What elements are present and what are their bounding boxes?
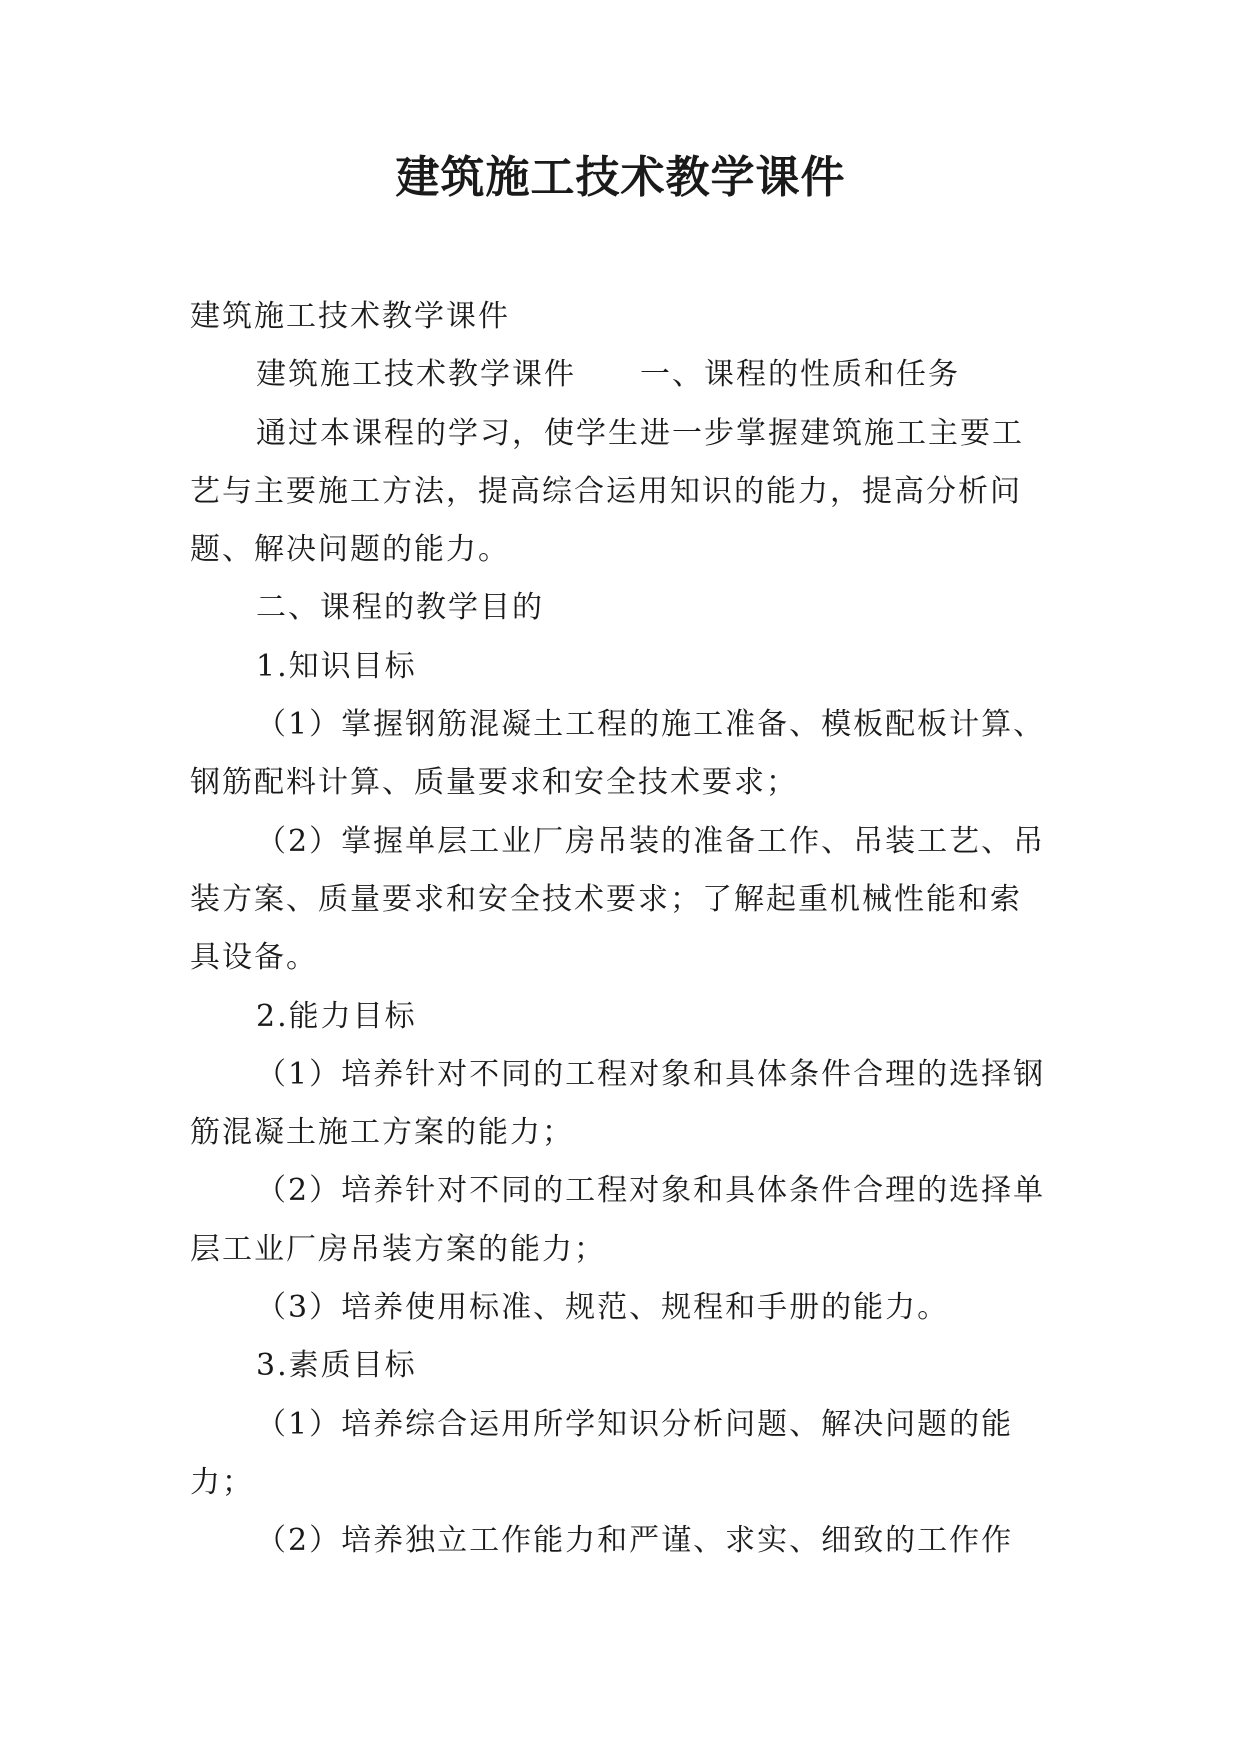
knowledge-goal-2: （2）掌握单层工业厂房吊装的准备工作、吊装工艺、吊装方案、质量要求和安全技术要求；了解起重机械性能和索具设备。	[190, 823, 1046, 976]
heading-ability-goals: 2.能力目标	[256, 998, 417, 1034]
subtitle-line	[190, 346, 1050, 404]
intro-line: 建筑施工技术教学课件	[190, 299, 510, 334]
ability-goal-2: （2）培养针对不同的工程对象和具体条件合理的选择单层工业厂房吊装方案的能力；	[190, 1173, 1046, 1267]
heading-knowledge-goals: 1.知识目标	[256, 648, 417, 684]
ability-goal-3: （3）培养使用标准、规范、规程和手册的能力。	[256, 1290, 950, 1326]
quality-goal-2: （2）培养独立工作能力和严谨、求实、细致的工作作	[256, 1523, 1014, 1559]
paragraph-course-purpose: 通过本课程的学习，使学生进一步掌握建筑施工主要工艺与主要施工方法，提高综合运用知识的能力，提高分析问题、解决问题的能力。	[190, 415, 1024, 568]
quality-goal-1: （1）培养综合运用所学知识分析问题、解决问题的能力；	[190, 1406, 1014, 1500]
knowledge-goal-1: （1）掌握钢筋混凝土工程的施工准备、模板配板计算、钢筋配料计算、质量要求和安全技术要求；	[190, 707, 1046, 801]
document-title: 建筑施工技术教学课件	[395, 152, 846, 203]
subtitle-part-2: 一、课程的性质和任务	[640, 357, 960, 393]
subtitle-part-1: 建筑施工技术教学课件	[256, 357, 576, 393]
document-body	[190, 288, 1050, 1571]
heading-teaching-goals: 二、课程的教学目的	[256, 590, 544, 626]
heading-quality-goals: 3.素质目标	[256, 1348, 417, 1384]
ability-goal-1: （1）培养针对不同的工程对象和具体条件合理的选择钢筋混凝土施工方案的能力；	[190, 1056, 1046, 1151]
